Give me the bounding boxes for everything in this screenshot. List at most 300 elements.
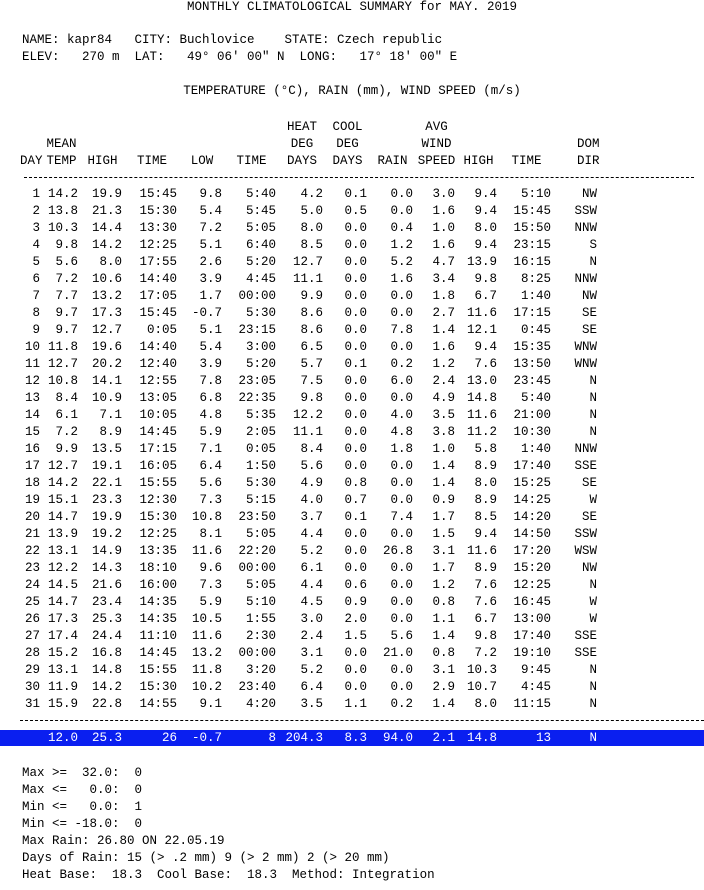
cell-mean-temp: 13.1 (47, 544, 78, 558)
cell-dom-dir: NW (581, 561, 597, 575)
cell-low-time: 5:30 (245, 306, 276, 320)
cell-heat-deg-days: 5.2 (300, 663, 323, 677)
cell-avg-wind-speed: 3.8 (432, 425, 455, 439)
column-headers (20, 118, 600, 169)
header-heat-deg-days: DEG (290, 136, 314, 151)
cell-mean-temp: 14.2 (47, 476, 78, 490)
cell-mean-temp: 9.7 (55, 323, 78, 337)
cell-avg-wind-speed: 2.4 (432, 374, 455, 388)
cell-rain: 0.0 (390, 289, 413, 303)
cell-wind-high: 12.1 (466, 323, 497, 337)
table-row (20, 271, 597, 288)
cell-day: 23 (24, 561, 40, 575)
cell-cool-deg-days: 0.0 (344, 561, 367, 575)
total-heat-deg-days: 204.3 (285, 731, 323, 745)
cell-heat-deg-days: 4.4 (300, 578, 323, 592)
cell-low-temp: -0.7 (191, 306, 222, 320)
cell-high-time: 14:35 (139, 612, 177, 626)
cell-cool-deg-days: 0.1 (344, 187, 367, 201)
cell-heat-deg-days: 3.7 (300, 510, 323, 524)
header-wind-high-time (500, 118, 554, 135)
cell-day: 20 (24, 510, 40, 524)
cell-dom-dir: N (589, 391, 597, 405)
cell-high-time: 12:25 (139, 238, 177, 252)
cell-high-temp: 19.6 (91, 340, 122, 354)
cell-dom-dir: NNW (574, 442, 597, 456)
cell-day: 11 (24, 357, 40, 371)
header-low-time: TIME (236, 153, 267, 168)
cell-high-time: 12:25 (139, 527, 177, 541)
header-row (20, 152, 600, 169)
cell-wind-high-time: 19:10 (513, 646, 551, 660)
cell-high-time: 11:10 (139, 629, 177, 643)
header-high-temp: HIGH (87, 153, 118, 168)
header-day (20, 135, 43, 152)
header-mean-temp: TEMP (46, 153, 77, 168)
header-day: DAY (20, 153, 43, 168)
cell-rain: 21.0 (382, 646, 413, 660)
cell-rain: 4.0 (390, 408, 413, 422)
cell-low-time: 23:15 (238, 323, 276, 337)
header-dom-dir (554, 118, 600, 135)
header-cool-deg-days: COOL (332, 119, 363, 134)
cell-rain: 1.2 (390, 238, 413, 252)
cell-high-temp: 20.2 (91, 357, 122, 371)
cell-high-temp: 14.3 (91, 561, 122, 575)
cell-low-temp: 7.3 (199, 493, 222, 507)
cell-dom-dir: N (589, 425, 597, 439)
cell-cool-deg-days: 0.0 (344, 646, 367, 660)
cell-wind-high: 13.0 (466, 374, 497, 388)
total-day (20, 730, 40, 746)
cell-day: 12 (24, 374, 40, 388)
cell-avg-wind-speed: 1.6 (432, 204, 455, 218)
cell-avg-wind-speed: 2.7 (432, 306, 455, 320)
cell-day: 8 (32, 306, 40, 320)
cell-rain: 7.8 (390, 323, 413, 337)
cell-low-time: 00:00 (238, 289, 276, 303)
cell-high-temp: 8.0 (99, 255, 122, 269)
cell-wind-high-time: 15:50 (513, 221, 551, 235)
summary-line: Days of Rain: 15 (> .2 mm) 9 (> 2 mm) 2 (> 20 mm) (22, 851, 390, 865)
cell-rain: 0.0 (390, 612, 413, 626)
cell-avg-wind-speed: 1.7 (432, 510, 455, 524)
cell-day: 1 (32, 187, 40, 201)
cell-low-temp: 3.9 (199, 272, 222, 286)
cell-low-time: 5:35 (245, 408, 276, 422)
cell-rain: 6.0 (390, 374, 413, 388)
cell-low-temp: 5.9 (199, 425, 222, 439)
cell-wind-high-time: 17:20 (513, 544, 551, 558)
cell-cool-deg-days: 0.5 (344, 204, 367, 218)
cell-high-time: 15:30 (139, 680, 177, 694)
header-heat-deg-days: DAYS (287, 153, 318, 168)
cell-avg-wind-speed: 1.7 (432, 561, 455, 575)
cell-avg-wind-speed: 3.4 (432, 272, 455, 286)
cell-high-temp: 14.4 (91, 221, 122, 235)
cell-dom-dir: SSE (574, 646, 597, 660)
header-day (20, 118, 43, 135)
cell-high-time: 14:40 (139, 272, 177, 286)
header-rain (370, 135, 416, 152)
cell-low-temp: 9.6 (199, 561, 222, 575)
cell-wind-high-time: 8:25 (520, 272, 551, 286)
cell-high-temp: 19.9 (91, 510, 122, 524)
table-row (20, 356, 597, 373)
cell-mean-temp: 11.9 (47, 680, 78, 694)
cell-mean-temp: 15.1 (47, 493, 78, 507)
cell-avg-wind-speed: 3.1 (432, 663, 455, 677)
cell-low-time: 3:20 (245, 663, 276, 677)
cell-low-temp: 2.6 (199, 255, 222, 269)
table-row (20, 373, 597, 390)
cell-high-temp: 24.4 (91, 629, 122, 643)
header-divider (24, 177, 694, 178)
table-row (20, 288, 597, 305)
cell-low-time: 0:05 (245, 442, 276, 456)
cell-avg-wind-speed: 1.2 (432, 578, 455, 592)
table-row (20, 186, 597, 203)
cell-wind-high: 14.8 (466, 391, 497, 405)
table-row (20, 390, 597, 407)
cell-dom-dir: N (589, 578, 597, 592)
cell-rain: 0.0 (390, 578, 413, 592)
summary-line: Min <= -18.0: 0 (22, 817, 143, 831)
cell-high-temp: 12.7 (91, 323, 122, 337)
header-dom-dir: DIR (577, 153, 600, 168)
cell-mean-temp: 11.8 (47, 340, 78, 354)
cell-avg-wind-speed: 1.1 (432, 612, 455, 626)
cell-day: 26 (24, 612, 40, 626)
station-info-line2: ELEV: 270 m LAT: 49° 06' 00" N LONG: 17° 18' 00" E (22, 50, 458, 64)
cell-low-time: 5:45 (245, 204, 276, 218)
header-low-time (225, 135, 279, 152)
cell-high-temp: 14.2 (91, 238, 122, 252)
cell-low-time: 00:00 (238, 561, 276, 575)
cell-avg-wind-speed: 1.0 (432, 221, 455, 235)
cell-avg-wind-speed: 0.9 (432, 493, 455, 507)
cell-avg-wind-speed: 0.8 (432, 646, 455, 660)
cell-wind-high-time: 12:25 (513, 578, 551, 592)
cell-dom-dir: SSW (574, 527, 597, 541)
cell-high-temp: 13.2 (91, 289, 122, 303)
total-dom-dir: N (589, 731, 597, 745)
cell-dom-dir: W (589, 612, 597, 626)
cell-mean-temp: 10.3 (47, 221, 78, 235)
header-rain (370, 118, 416, 135)
cell-high-time: 15:45 (139, 187, 177, 201)
total-rain: 94.0 (382, 731, 413, 745)
cell-wind-high-time: 14:25 (513, 493, 551, 507)
cell-low-time: 5:15 (245, 493, 276, 507)
cell-rain: 0.0 (390, 663, 413, 677)
cell-mean-temp: 14.2 (47, 187, 78, 201)
cell-low-time: 6:40 (245, 238, 276, 252)
cell-wind-high: 8.5 (474, 510, 497, 524)
cell-day: 16 (24, 442, 40, 456)
cell-heat-deg-days: 8.6 (300, 323, 323, 337)
cell-avg-wind-speed: 1.4 (432, 629, 455, 643)
cell-avg-wind-speed: 3.0 (432, 187, 455, 201)
totals-values (20, 730, 597, 746)
cell-wind-high-time: 5:40 (520, 391, 551, 405)
cell-high-time: 13:05 (139, 391, 177, 405)
cell-high-temp: 19.2 (91, 527, 122, 541)
cell-cool-deg-days: 0.0 (344, 272, 367, 286)
cell-low-time: 3:00 (245, 340, 276, 354)
header-wind-high (458, 135, 500, 152)
cell-low-time: 5:20 (245, 357, 276, 371)
cell-low-temp: 5.9 (199, 595, 222, 609)
cell-low-time: 4:45 (245, 272, 276, 286)
table-row (20, 560, 597, 577)
cell-rain: 0.0 (390, 204, 413, 218)
cell-mean-temp: 7.7 (55, 289, 78, 303)
cell-avg-wind-speed: 1.6 (432, 340, 455, 354)
cell-high-time: 12:40 (139, 357, 177, 371)
total-low-temp: -0.7 (191, 731, 222, 745)
cell-rain: 5.2 (390, 255, 413, 269)
table-row (20, 662, 597, 679)
cell-avg-wind-speed: 1.4 (432, 323, 455, 337)
cell-wind-high: 8.9 (474, 561, 497, 575)
cell-dom-dir: N (589, 374, 597, 388)
cell-wind-high: 9.4 (474, 187, 497, 201)
cell-rain: 0.0 (390, 340, 413, 354)
cell-cool-deg-days: 0.1 (344, 510, 367, 524)
cell-wind-high: 10.3 (466, 663, 497, 677)
cell-wind-high-time: 15:25 (513, 476, 551, 490)
table-row (20, 611, 597, 628)
cell-low-time: 5:05 (245, 527, 276, 541)
cell-dom-dir: N (589, 255, 597, 269)
cell-day: 15 (24, 425, 40, 439)
cell-cool-deg-days: 2.0 (344, 612, 367, 626)
header-high-time: TIME (137, 153, 168, 168)
cell-high-temp: 22.1 (91, 476, 122, 490)
cell-mean-temp: 12.2 (47, 561, 78, 575)
cell-low-time: 22:20 (238, 544, 276, 558)
cell-rain: 0.0 (390, 680, 413, 694)
cell-low-temp: 7.8 (199, 374, 222, 388)
cell-low-temp: 5.4 (199, 340, 222, 354)
cell-cool-deg-days: 0.0 (344, 425, 367, 439)
cell-low-temp: 5.1 (199, 323, 222, 337)
cell-wind-high: 9.4 (474, 238, 497, 252)
cell-mean-temp: 13.9 (47, 527, 78, 541)
cell-dom-dir: N (589, 663, 597, 677)
cell-low-time: 5:40 (245, 187, 276, 201)
cell-rain: 1.8 (390, 442, 413, 456)
header-mean-temp: MEAN (46, 136, 77, 151)
cell-low-temp: 10.8 (191, 510, 222, 524)
cell-mean-temp: 14.5 (47, 578, 78, 592)
cell-high-temp: 17.3 (91, 306, 122, 320)
cell-low-temp: 1.7 (199, 289, 222, 303)
cell-dom-dir: N (589, 680, 597, 694)
cell-heat-deg-days: 9.8 (300, 391, 323, 405)
cell-low-time: 5:20 (245, 255, 276, 269)
summary-line: Heat Base: 18.3 Cool Base: 18.3 Method: Integration (22, 868, 435, 882)
table-row (20, 441, 597, 458)
header-low-time (225, 118, 279, 135)
cell-low-temp: 5.6 (199, 476, 222, 490)
units-line: TEMPERATURE (°C), RAIN (mm), WIND SPEED (m/s) (183, 84, 521, 98)
cell-mean-temp: 5.6 (55, 255, 78, 269)
cell-dom-dir: WSW (574, 544, 597, 558)
cell-dom-dir: W (589, 595, 597, 609)
cell-day: 7 (32, 289, 40, 303)
cell-dom-dir: WNW (574, 357, 597, 371)
cell-mean-temp: 14.7 (47, 510, 78, 524)
cell-high-time: 12:55 (139, 374, 177, 388)
cell-mean-temp: 15.2 (47, 646, 78, 660)
cell-dom-dir: SE (581, 510, 597, 524)
table-row (20, 424, 597, 441)
cell-cool-deg-days: 0.0 (344, 255, 367, 269)
cell-heat-deg-days: 3.0 (300, 612, 323, 626)
cell-day: 27 (24, 629, 40, 643)
cell-high-temp: 7.1 (99, 408, 122, 422)
cell-high-temp: 10.9 (91, 391, 122, 405)
cell-rain: 0.0 (390, 187, 413, 201)
cell-mean-temp: 12.7 (47, 459, 78, 473)
summary-line: Max <= 0.0: 0 (22, 783, 143, 797)
cell-day: 10 (24, 340, 40, 354)
cell-heat-deg-days: 8.0 (300, 221, 323, 235)
cell-high-time: 15:55 (139, 476, 177, 490)
cell-high-temp: 14.1 (91, 374, 122, 388)
cell-avg-wind-speed: 3.1 (432, 544, 455, 558)
cell-wind-high-time: 17:15 (513, 306, 551, 320)
table-row (20, 594, 597, 611)
cell-wind-high: 11.6 (466, 306, 497, 320)
cell-dom-dir: SSE (574, 459, 597, 473)
cell-cool-deg-days: 0.0 (344, 459, 367, 473)
table-row (20, 407, 597, 424)
cell-cool-deg-days: 0.1 (344, 357, 367, 371)
total-high-time: 26 (161, 731, 177, 745)
cell-mean-temp: 13.8 (47, 204, 78, 218)
header-wind-high-time (500, 135, 554, 152)
table-row (20, 679, 597, 696)
cell-day: 25 (24, 595, 40, 609)
header-avg-wind-speed: SPEED (417, 153, 456, 168)
cell-heat-deg-days: 12.7 (292, 255, 323, 269)
cell-wind-high-time: 15:20 (513, 561, 551, 575)
cell-dom-dir: NW (581, 289, 597, 303)
cell-cool-deg-days: 1.5 (344, 629, 367, 643)
cell-mean-temp: 12.7 (47, 357, 78, 371)
cell-wind-high-time: 16:15 (513, 255, 551, 269)
table-row (20, 628, 597, 645)
cell-wind-high-time: 15:45 (513, 204, 551, 218)
cell-high-temp: 14.8 (91, 663, 122, 677)
header-wind-high (458, 118, 500, 135)
cell-avg-wind-speed: 0.8 (432, 595, 455, 609)
cell-avg-wind-speed: 1.5 (432, 527, 455, 541)
cell-wind-high: 7.6 (474, 578, 497, 592)
cell-dom-dir: SSW (574, 204, 597, 218)
table-row (20, 577, 597, 594)
summary-block (22, 765, 435, 884)
cell-mean-temp: 7.2 (55, 272, 78, 286)
cell-heat-deg-days: 4.0 (300, 493, 323, 507)
cell-avg-wind-speed: 1.4 (432, 476, 455, 490)
station-info-line1: NAME: kapr84 CITY: Buchlovice STATE: Czech republic (22, 33, 443, 47)
cell-rain: 0.0 (390, 595, 413, 609)
cell-high-time: 14:35 (139, 595, 177, 609)
cell-low-temp: 10.2 (191, 680, 222, 694)
cell-rain: 5.6 (390, 629, 413, 643)
cell-high-time: 12:30 (139, 493, 177, 507)
table-row (20, 509, 597, 526)
cell-wind-high: 8.0 (474, 697, 497, 711)
cell-heat-deg-days: 12.2 (292, 408, 323, 422)
cell-low-time: 23:40 (238, 680, 276, 694)
cell-heat-deg-days: 2.4 (300, 629, 323, 643)
header-row (20, 135, 600, 152)
cell-wind-high: 8.9 (474, 459, 497, 473)
cell-high-temp: 21.6 (91, 578, 122, 592)
cell-rain: 4.8 (390, 425, 413, 439)
cell-heat-deg-days: 5.0 (300, 204, 323, 218)
cell-high-time: 17:55 (139, 255, 177, 269)
table-row (20, 526, 597, 543)
header-row (20, 118, 600, 135)
cell-heat-deg-days: 5.7 (300, 357, 323, 371)
cell-avg-wind-speed: 3.5 (432, 408, 455, 422)
cell-rain: 0.0 (390, 391, 413, 405)
cell-avg-wind-speed: 4.9 (432, 391, 455, 405)
cell-cool-deg-days: 0.0 (344, 306, 367, 320)
cell-low-temp: 9.8 (199, 187, 222, 201)
cell-high-time: 13:35 (139, 544, 177, 558)
cell-low-time: 5:05 (245, 578, 276, 592)
cell-wind-high-time: 23:45 (513, 374, 551, 388)
cell-dom-dir: NNW (574, 221, 597, 235)
cell-avg-wind-speed: 4.7 (432, 255, 455, 269)
cell-dom-dir: N (589, 697, 597, 711)
cell-avg-wind-speed: 1.0 (432, 442, 455, 456)
cell-low-temp: 11.6 (191, 629, 222, 643)
totals-row (20, 730, 597, 746)
cell-day: 31 (24, 697, 40, 711)
cell-wind-high-time: 1:40 (520, 442, 551, 456)
cell-wind-high-time: 5:10 (520, 187, 551, 201)
header-wind-high: HIGH (463, 153, 494, 168)
cell-wind-high: 7.2 (474, 646, 497, 660)
table-row (20, 339, 597, 356)
cell-high-time: 15:30 (139, 204, 177, 218)
cell-high-temp: 25.3 (91, 612, 122, 626)
cell-avg-wind-speed: 2.9 (432, 680, 455, 694)
cell-day: 19 (24, 493, 40, 507)
cell-low-time: 1:55 (245, 612, 276, 626)
cell-cool-deg-days: 0.0 (344, 527, 367, 541)
cell-low-time: 2:05 (245, 425, 276, 439)
cell-mean-temp: 10.8 (47, 374, 78, 388)
cell-high-time: 17:15 (139, 442, 177, 456)
cell-mean-temp: 17.3 (47, 612, 78, 626)
cell-wind-high: 9.4 (474, 204, 497, 218)
cell-day: 3 (32, 221, 40, 235)
cell-low-time: 23:05 (238, 374, 276, 388)
cell-wind-high-time: 11:15 (513, 697, 551, 711)
cell-high-time: 15:30 (139, 510, 177, 524)
cell-wind-high-time: 13:00 (513, 612, 551, 626)
cell-low-temp: 7.1 (199, 442, 222, 456)
